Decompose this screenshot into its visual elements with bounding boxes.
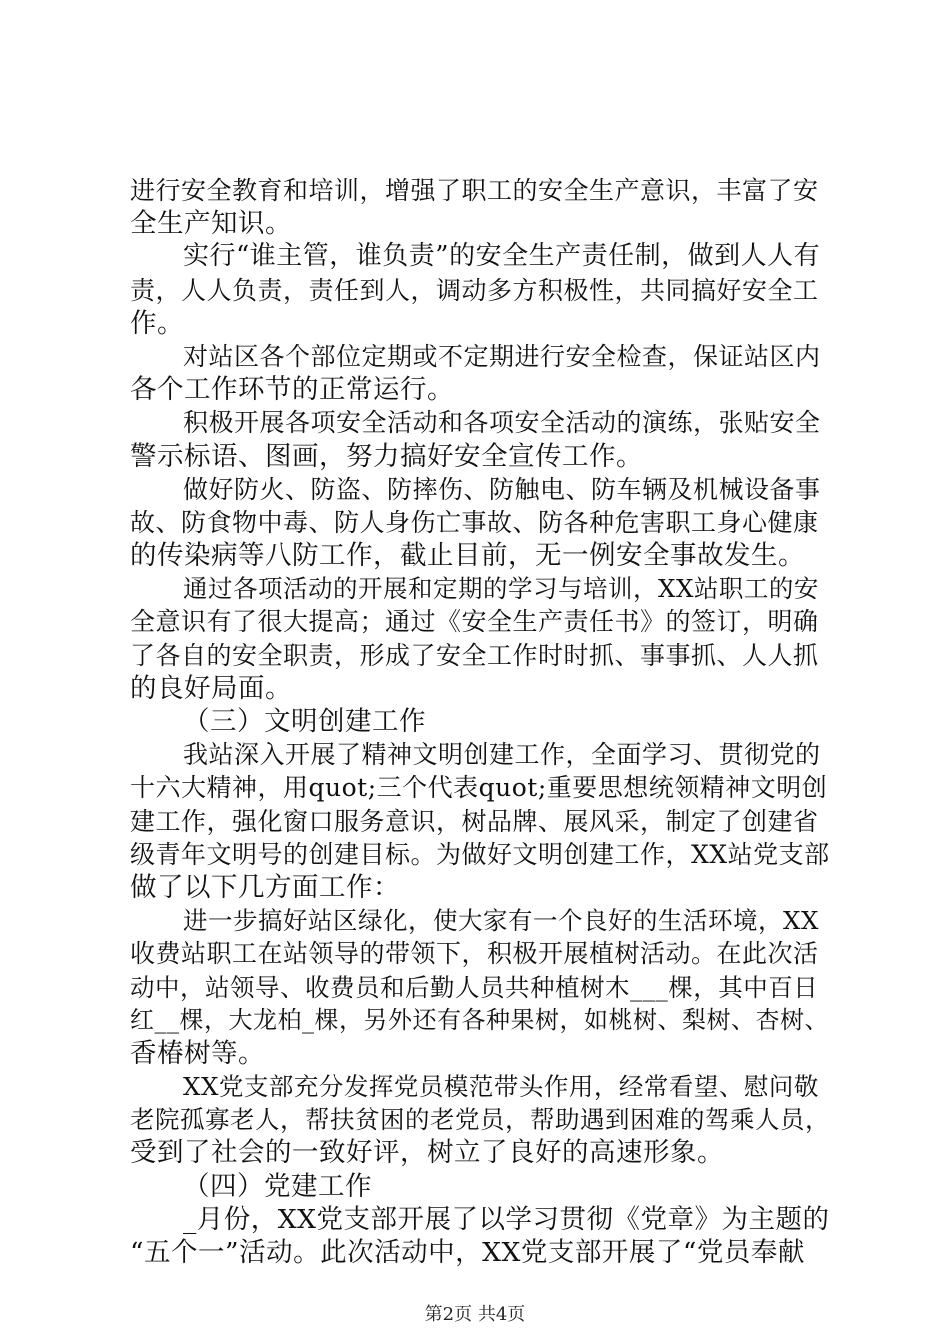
text-line: 香椿树等。 bbox=[130, 1037, 265, 1069]
text-line: 实行“谁主管，谁负责”的安全生产责任制，做到人人有 bbox=[183, 241, 821, 272]
text-line: （四）党建工作 bbox=[183, 1170, 372, 1202]
document-body bbox=[130, 174, 830, 1269]
text-line: 的良好局面。 bbox=[130, 672, 292, 704]
text-line: 进行安全教育和培训，增强了职工的安全生产意识，丰富了安 bbox=[130, 176, 819, 205]
text-line: “五个一”活动。此次活动中，XX党支部开展了“党员奉献 bbox=[130, 1237, 805, 1268]
text-line: 建工作，强化窗口服务意识，树品牌、展风采，制定了创建省 bbox=[130, 806, 819, 836]
text-line: 全意识有了很大提高；通过《安全生产责任书》的签订，明确 bbox=[130, 607, 819, 637]
text-line: 级青年文明号的创建目标。为做好文明创建工作，XX站党支部 bbox=[130, 839, 830, 869]
text-line: 对站区各个部位定期或不定期进行安全检查，保证站区内 bbox=[183, 341, 821, 371]
text-line: 作。 bbox=[130, 307, 184, 339]
text-line: 我站深入开展了精神文明创建工作，全面学习、贯彻党的 bbox=[183, 740, 821, 770]
text-line: 十六大精神，用quot;三个代表quot;重要思想统领精神文明创 bbox=[130, 773, 828, 803]
text-line: 警示标语、图画，努力搞好安全宣传工作。 bbox=[130, 440, 643, 472]
text-line: 做好防火、防盗、防摔伤、防触电、防车辆及机械设备事 bbox=[183, 474, 821, 504]
text-line: XX党支部充分发挥党员模范带头作用，经常看望、慰问敬 bbox=[183, 1072, 819, 1102]
text-line: 故、防食物中毒、防人身伤亡事故、防各种危害职工身心健康 bbox=[130, 507, 819, 537]
text-line: 收费站职工在站领导的带领下，积极开展植树活动。在此次活 bbox=[130, 939, 819, 969]
text-line: 受到了社会的一致好评，树立了良好的高速形象。 bbox=[130, 1137, 724, 1169]
page-footer: 第2页 共4页 bbox=[424, 1304, 526, 1325]
text-line: 动中，站领导、收费员和后勤人员共种植树木___棵，其中百日 bbox=[130, 972, 819, 1002]
text-line: 了各自的安全职责，形成了安全工作时时抓、事事抓、人人抓 bbox=[130, 640, 819, 670]
text-line: 责，人人负责，责任到人，调动多方积极性，共同搞好安全工 bbox=[130, 275, 819, 305]
text-line: 通过各项活动的开展和定期的学习与培训，XX站职工的安 bbox=[183, 574, 819, 604]
text-line: 各个工作环节的正常运行。 bbox=[130, 374, 454, 406]
text-line: 进一步搞好站区绿化，使大家有一个良好的生活环境，XX bbox=[183, 906, 819, 936]
text-line: （三）文明创建工作 bbox=[183, 706, 426, 737]
text-line: _月份，XX党支部开展了以学习贯彻《党章》为主题的 bbox=[183, 1203, 830, 1235]
text-line: 全生产知识。 bbox=[130, 208, 292, 240]
text-line: 的传染病等八防工作，截止目前，无一例安全事故发生。 bbox=[130, 540, 805, 572]
text-line: 老院孤寡老人，帮扶贫困的老党员，帮助遇到困难的驾乘人员， bbox=[130, 1105, 830, 1135]
text-line: 做了以下几方面工作： bbox=[130, 871, 400, 903]
text-line: 积极开展各项安全活动和各项安全活动的演练，张贴安全 bbox=[183, 408, 821, 438]
text-line: 红__棵，大龙柏_棵，另外还有各种果树，如桃树、梨树、杏树、 bbox=[130, 1005, 829, 1034]
